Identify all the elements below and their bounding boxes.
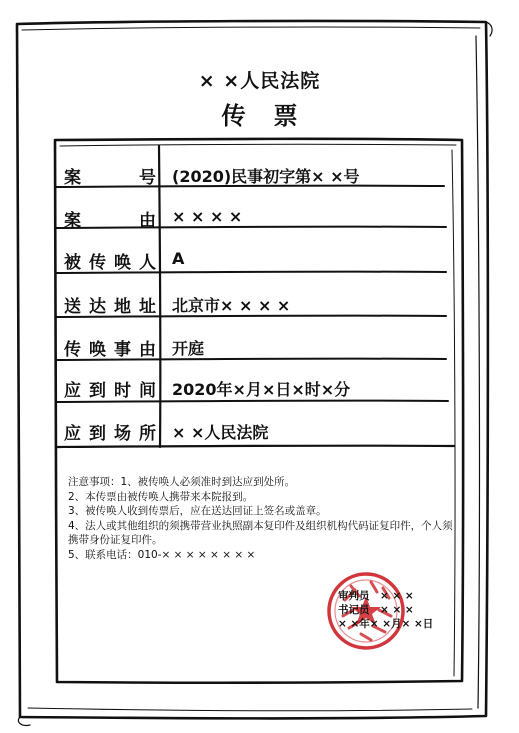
judge-line: 审判员 × × × xyxy=(338,590,414,602)
notice-section xyxy=(68,475,456,562)
appearance-place-label: 应到场所 xyxy=(64,424,156,444)
summons-reason-label: 传唤事由 xyxy=(64,340,156,360)
document-title: 传票 xyxy=(221,102,326,130)
appearance-time-value: 2020年×月×日×时×分 xyxy=(172,380,351,399)
delivery-address-label: 送达地址 xyxy=(64,297,156,317)
appearance-place-value: × ×人民法院 xyxy=(172,423,269,442)
summoned-person-value: A xyxy=(172,249,185,268)
case-number-value: (2020)民事初字第× ×号 xyxy=(172,167,360,186)
signature-block xyxy=(338,589,442,631)
case-cause-label: 案 由 xyxy=(64,211,156,231)
summons-reason-value: 开庭 xyxy=(172,339,205,358)
issue-date: × ×年× ×月× ×日 xyxy=(338,618,434,630)
summoned-person-label: 被传唤人 xyxy=(64,253,156,273)
notice-line-5: 5、联系电话：010-× × × × × × × × xyxy=(68,548,256,561)
notice-line-2: 2、本传票由被传唤人携带来本院报到。 xyxy=(68,490,254,503)
court-name: × ×人民法院 xyxy=(198,70,321,92)
notice-line-1: 注意事项：1、被传唤人必须准时到达应到处所。 xyxy=(68,476,296,488)
case-number-label: 案 号 xyxy=(64,168,156,188)
notice-line-3: 3、被传唤人收到传票后，应在送达回证上签名或盖章。 xyxy=(68,505,327,517)
appearance-time-label: 应到时间 xyxy=(64,381,156,401)
notice-line-4: 4、法人或其他组织的须携带营业执照副本复印件及组织机构代码证复印件，个人须携带身份证复印件。 xyxy=(68,519,453,546)
case-cause-value: × × × × xyxy=(172,207,243,226)
clerk-line: 书记员 × × × xyxy=(338,604,414,616)
delivery-address-value: 北京市× × × × xyxy=(172,296,291,315)
